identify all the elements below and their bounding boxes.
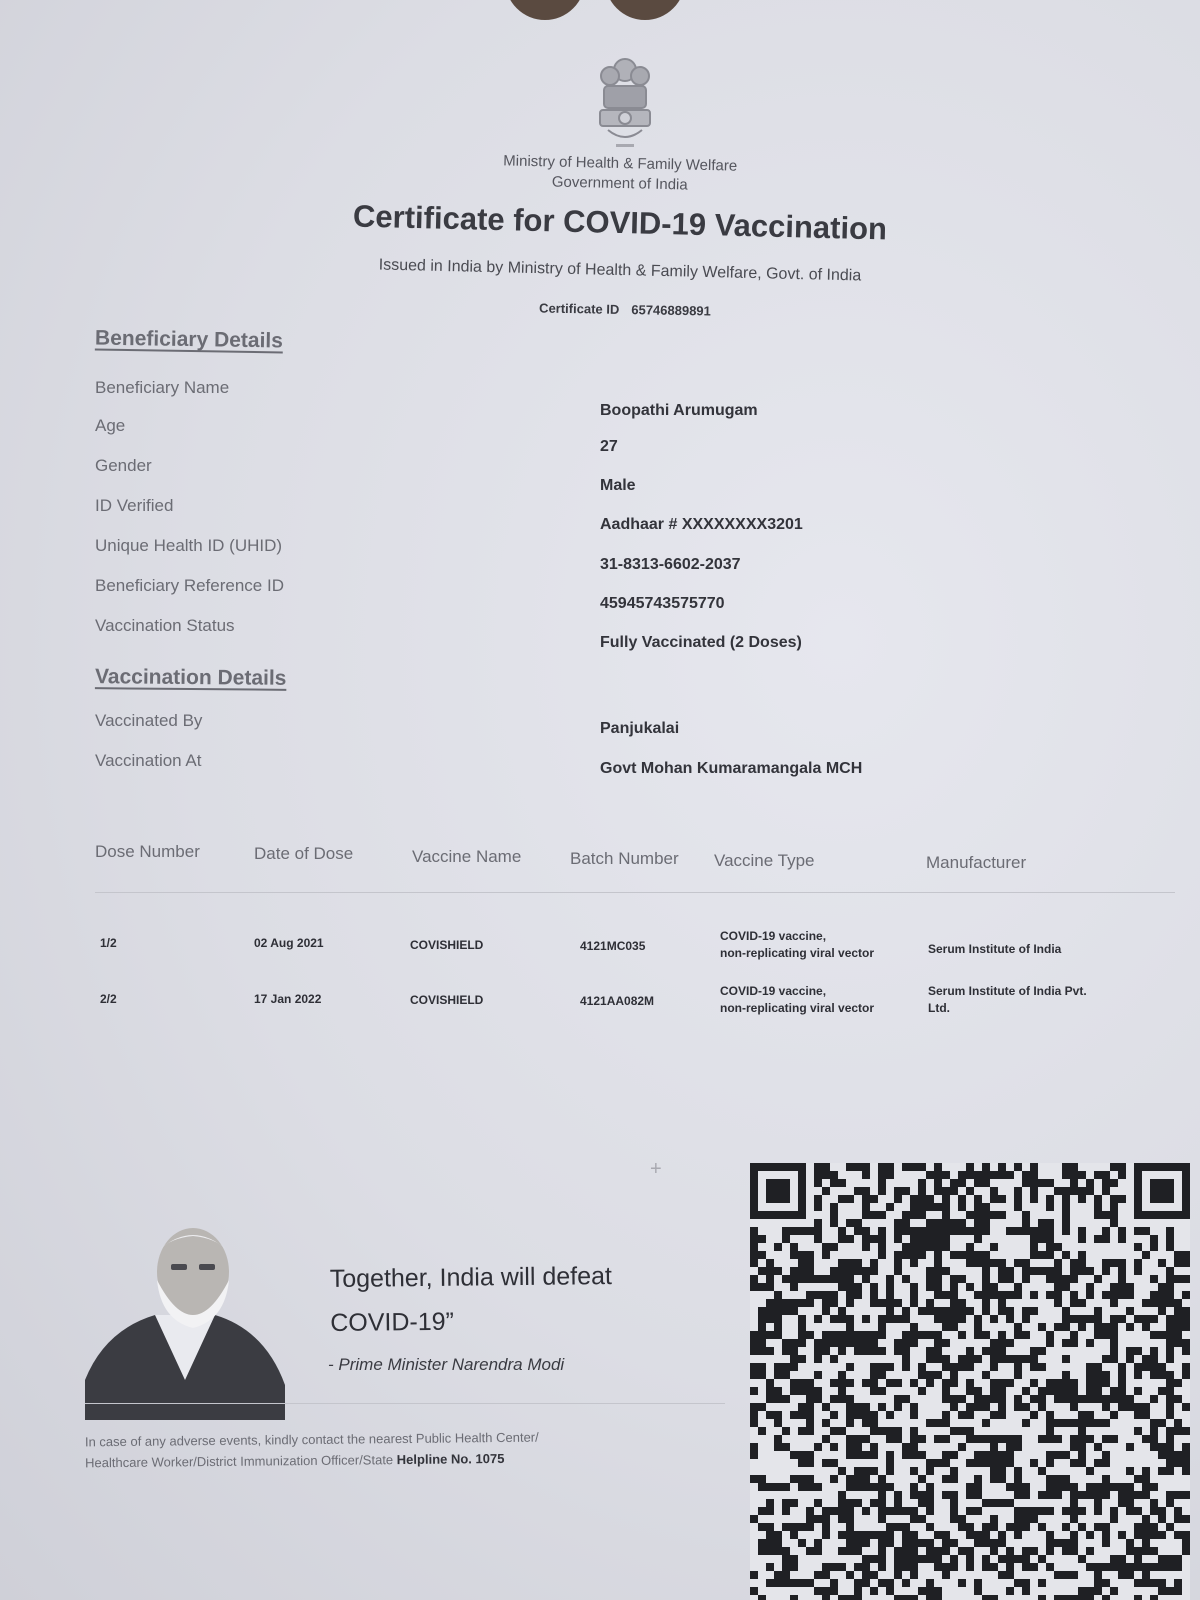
column-manufacturer: Manufacturer — [926, 853, 1027, 872]
dose-number-cell: 1/2 — [100, 936, 117, 950]
date-of-dose-cell: 02 Aug 2021 — [254, 936, 324, 950]
vaccinated-by-label: Vaccinated By — [95, 711, 203, 730]
certificate-id-label: Certificate ID — [539, 300, 620, 317]
government-name: Government of India — [551, 173, 688, 194]
table-divider — [95, 892, 1175, 893]
uhid-value: 31-8313-6602-2037 — [600, 556, 741, 573]
id-verified-label: ID Verified — [95, 496, 174, 515]
vaccine-type-line: non-replicating viral vector — [720, 946, 875, 960]
vaccination-details-heading: Vaccination Details — [94, 665, 287, 690]
vaccine-type-cell — [720, 928, 874, 962]
quote-line: COVID-19” — [330, 1307, 455, 1337]
vaccine-type-cell — [720, 983, 874, 1017]
beneficiary-name-label: Beneficiary Name — [95, 378, 230, 397]
uhid-label: Unique Health ID (UHID) — [95, 536, 283, 555]
gender-label: Gender — [95, 456, 152, 475]
manufacturer-line: Ltd. — [928, 1001, 950, 1015]
manufacturer-line: Serum Institute of India — [928, 942, 1062, 956]
crosshair-mark: + — [650, 1158, 662, 1180]
id-verified-value: Aadhaar # XXXXXXXX3201 — [600, 516, 803, 533]
beneficiary-details-heading: Beneficiary Details — [94, 326, 284, 353]
certificate-id — [510, 300, 740, 319]
batch-number-cell: 4121MC035 — [580, 939, 646, 953]
vaccination-status-label: Vaccination Status — [95, 616, 235, 635]
ministry-heading — [430, 150, 811, 199]
vaccination-at-value: Govt Mohan Kumaramangala MCH — [600, 760, 863, 777]
reference-id-label: Beneficiary Reference ID — [95, 576, 284, 595]
certificate-id-value: 65746889891 — [631, 302, 711, 319]
beneficiary-name-value: Boopathi Arumugam — [600, 402, 758, 419]
vaccine-type-line: COVID-19 vaccine, — [720, 929, 827, 943]
holding-fingers — [505, 0, 705, 25]
footer-divider — [85, 1403, 725, 1404]
date-of-dose-cell: 17 Jan 2022 — [254, 992, 322, 1006]
manufacturer-line: Serum Institute of India Pvt. — [928, 984, 1087, 998]
vaccination-at-label: Vaccination At — [95, 751, 202, 770]
quote-line: Together, India will defeat — [329, 1262, 613, 1293]
vaccine-type-line: COVID-19 vaccine, — [720, 984, 827, 998]
ministry-name: Ministry of Health & Family Welfare — [503, 152, 738, 175]
column-date-of-dose: Date of Dose — [254, 844, 354, 863]
helpline-text: Healthcare Worker/District Immunization Officer/State — [85, 1452, 394, 1471]
helpline-number: Helpline No. 1075 — [396, 1450, 505, 1468]
vaccination-status-value: Fully Vaccinated (2 Doses) — [600, 634, 802, 651]
dose-number-cell: 2/2 — [100, 992, 117, 1006]
finger — [605, 0, 685, 20]
age-label: Age — [95, 416, 126, 435]
helpline-notice — [85, 1425, 725, 1474]
age-value: 27 — [600, 438, 618, 455]
column-dose-number: Dose Number — [95, 842, 200, 861]
reference-id-value: 45945743575770 — [600, 595, 725, 612]
prime-minister-portrait — [85, 1220, 285, 1420]
vaccine-type-line: non-replicating viral vector — [720, 1001, 875, 1015]
quote-attribution: - Prime Minister Narendra Modi — [328, 1355, 565, 1374]
vaccine-name-cell: COVISHIELD — [410, 993, 484, 1007]
manufacturer-cell — [928, 941, 1061, 958]
column-vaccine-type: Vaccine Type — [714, 851, 815, 870]
finger — [505, 0, 585, 20]
helpline-line: In case of any adverse events, kindly contact the nearest Public Health Center/ — [84, 1429, 539, 1450]
vaccinated-by-value: Panjukalai — [600, 720, 680, 737]
issued-by: Issued in India by Ministry of Health & Family Welfare, Govt. of India — [378, 256, 862, 285]
vaccine-name-cell: COVISHIELD — [410, 938, 484, 952]
qr-code — [750, 1163, 1190, 1600]
column-batch-number: Batch Number — [570, 849, 679, 868]
gender-value: Male — [600, 477, 636, 494]
quote-text — [330, 1253, 711, 1345]
national-emblem-icon — [590, 52, 660, 152]
batch-number-cell: 4121AA082M — [580, 994, 655, 1008]
certificate-title: Certificate for COVID-19 Vaccination — [352, 198, 888, 247]
column-vaccine-name: Vaccine Name — [412, 847, 522, 866]
manufacturer-cell — [928, 983, 1087, 1017]
